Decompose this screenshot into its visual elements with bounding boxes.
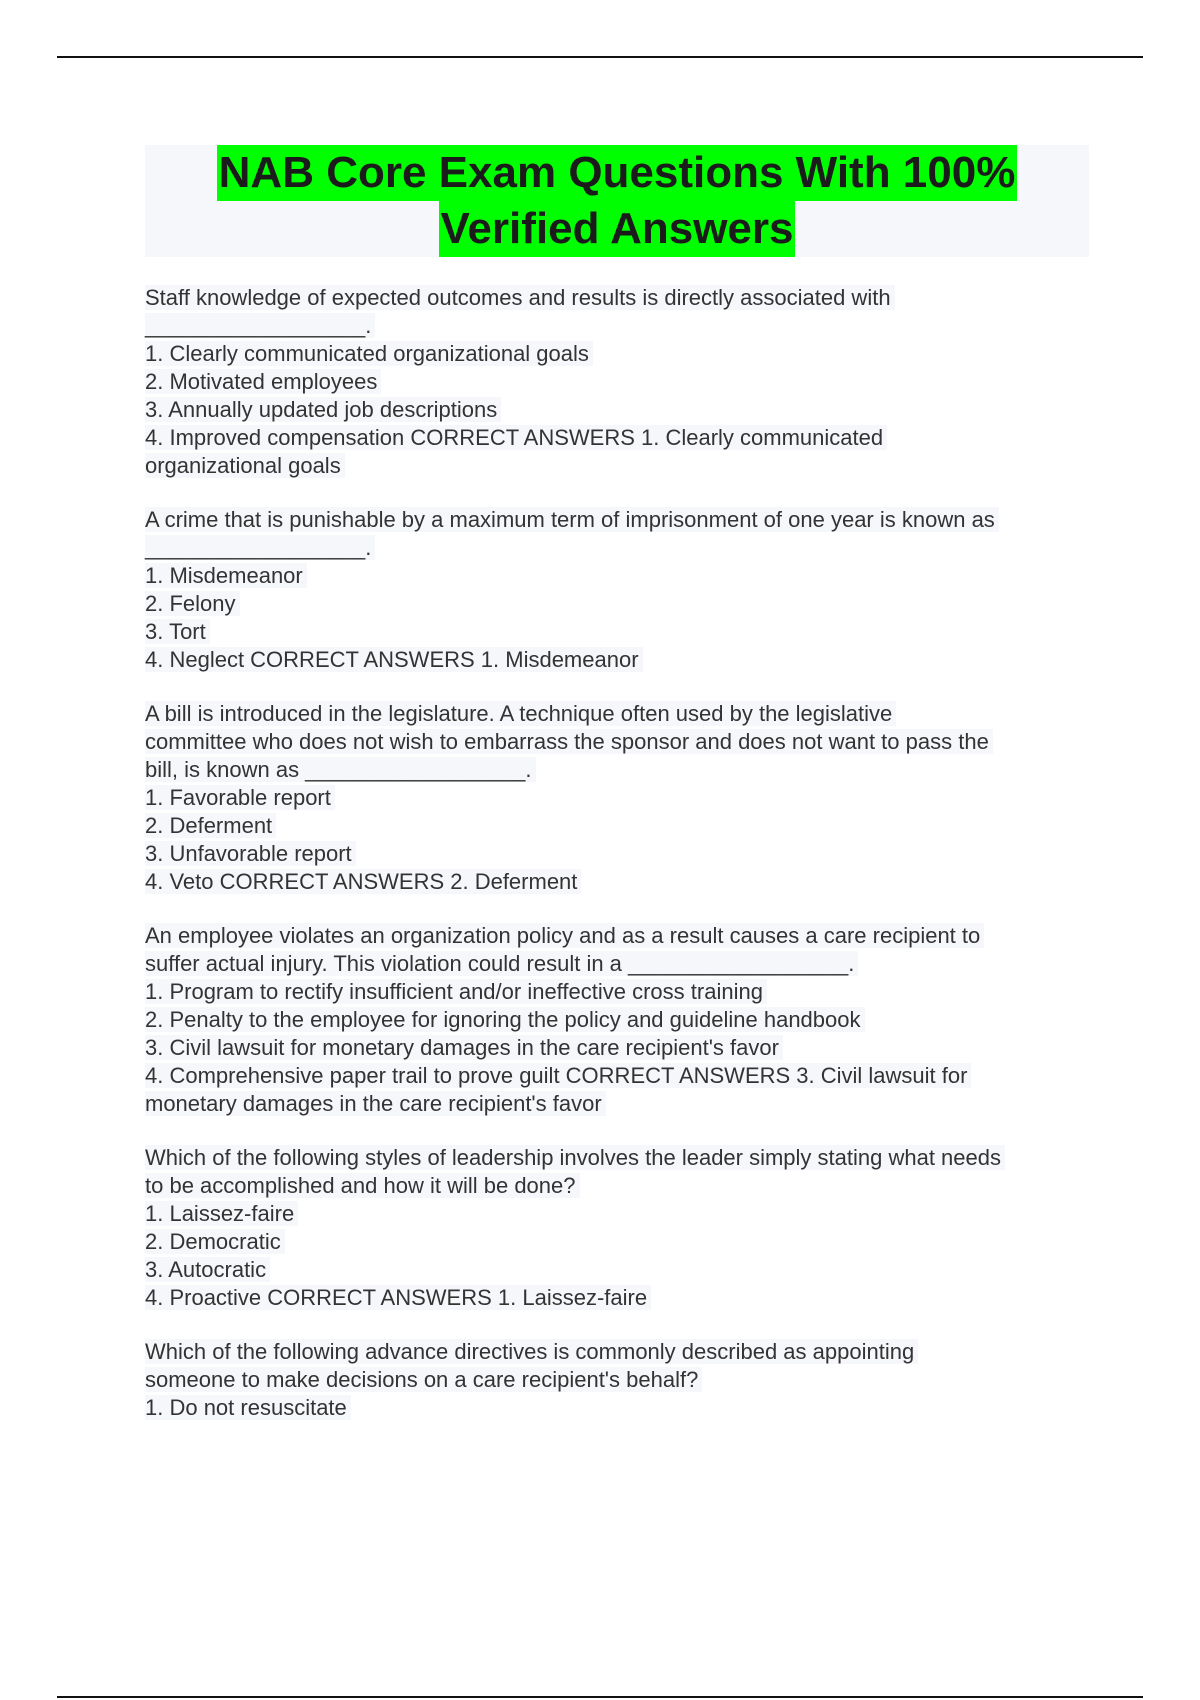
question-line: 3. Annually updated job descriptions xyxy=(145,397,501,422)
question-line: 3. Civil lawsuit for monetary damages in the care recipient's favor xyxy=(145,1035,783,1060)
question-line-row xyxy=(145,756,1095,784)
question-line: 1. Program to rectify insufficient and/or ineffective cross training xyxy=(145,979,767,1004)
question-line-row xyxy=(145,284,1095,312)
question-block xyxy=(145,700,1095,896)
question-line-row xyxy=(145,784,1095,812)
question-line: 2. Penalty to the employee for ignoring the policy and guideline handbook xyxy=(145,1007,865,1032)
question-line-row xyxy=(145,1338,1095,1366)
question-line-row xyxy=(145,978,1095,1006)
question-line: 4. Proactive CORRECT ANSWERS 1. Laissez-faire xyxy=(145,1285,651,1310)
question-line-row xyxy=(145,506,1095,534)
question-line: someone to make decisions on a care recipient's behalf? xyxy=(145,1367,702,1392)
question-line: 2. Felony xyxy=(145,591,240,616)
question-line: 4. Improved compensation CORRECT ANSWERS 1. Clearly communicated xyxy=(145,425,887,450)
question-line-row xyxy=(145,1228,1095,1256)
question-line: 1. Favorable report xyxy=(145,785,335,810)
question-line: committee who does not wish to embarrass the sponsor and does not want to pass the xyxy=(145,729,993,754)
bottom-rule xyxy=(57,1696,1143,1698)
question-line: 1. Misdemeanor xyxy=(145,563,307,588)
question-line: 1. Do not resuscitate xyxy=(145,1395,351,1420)
question-line: 3. Unfavorable report xyxy=(145,841,356,866)
question-line: 2. Motivated employees xyxy=(145,369,381,394)
question-line-row xyxy=(145,812,1095,840)
question-line-row xyxy=(145,424,1095,452)
question-line: __________________. xyxy=(145,313,375,338)
question-line-row xyxy=(145,700,1095,728)
question-line-row xyxy=(145,618,1095,646)
question-line: 3. Tort xyxy=(145,619,210,644)
document-title xyxy=(145,145,1089,257)
question-line-row xyxy=(145,312,1095,340)
question-line: to be accomplished and how it will be done? xyxy=(145,1173,580,1198)
question-line-row xyxy=(145,840,1095,868)
title-line-1: NAB Core Exam Questions With 100% xyxy=(217,145,1018,201)
question-line: bill, is known as __________________. xyxy=(145,757,536,782)
question-line-row xyxy=(145,1006,1095,1034)
question-line-row xyxy=(145,562,1095,590)
question-line: monetary damages in the care recipient's favor xyxy=(145,1091,606,1116)
question-line-row xyxy=(145,922,1095,950)
question-line-row xyxy=(145,1090,1095,1118)
question-line-row xyxy=(145,646,1095,674)
question-line-row xyxy=(145,1200,1095,1228)
question-block xyxy=(145,284,1095,480)
question-line-row xyxy=(145,1256,1095,1284)
question-line: Which of the following styles of leadership involves the leader simply stating what needs xyxy=(145,1145,1005,1170)
question-line-row xyxy=(145,1366,1095,1394)
question-line: 4. Veto CORRECT ANSWERS 2. Deferment xyxy=(145,869,581,894)
question-line-row xyxy=(145,1394,1095,1422)
question-line: 3. Autocratic xyxy=(145,1257,270,1282)
question-line: organizational goals xyxy=(145,453,345,478)
question-line-row xyxy=(145,534,1095,562)
question-line: Staff knowledge of expected outcomes and results is directly associated with xyxy=(145,285,895,310)
question-line-row xyxy=(145,950,1095,978)
question-line: 4. Comprehensive paper trail to prove guilt CORRECT ANSWERS 3. Civil lawsuit for xyxy=(145,1063,971,1088)
question-line: Which of the following advance directives is commonly described as appointing xyxy=(145,1339,918,1364)
question-line-row xyxy=(145,452,1095,480)
question-line: suffer actual injury. This violation could result in a __________________. xyxy=(145,951,858,976)
question-line-row xyxy=(145,340,1095,368)
question-line-row xyxy=(145,1144,1095,1172)
title-line-2: Verified Answers xyxy=(439,201,796,257)
question-line: A crime that is punishable by a maximum term of imprisonment of one year is known as xyxy=(145,507,999,532)
question-line: 2. Democratic xyxy=(145,1229,285,1254)
question-line: A bill is introduced in the legislature. A technique often used by the legislative xyxy=(145,701,896,726)
question-line-row xyxy=(145,1172,1095,1200)
top-rule xyxy=(57,56,1143,58)
question-line-row xyxy=(145,728,1095,756)
question-line-row xyxy=(145,368,1095,396)
question-line-row xyxy=(145,868,1095,896)
question-line: 2. Deferment xyxy=(145,813,276,838)
question-line: __________________. xyxy=(145,535,375,560)
question-list xyxy=(145,284,1095,1448)
question-line: 1. Clearly communicated organizational goals xyxy=(145,341,593,366)
question-block xyxy=(145,922,1095,1118)
question-line: An employee violates an organization policy and as a result causes a care recipient to xyxy=(145,923,984,948)
question-line-row xyxy=(145,396,1095,424)
question-line: 1. Laissez-faire xyxy=(145,1201,298,1226)
question-block xyxy=(145,1144,1095,1312)
question-line-row xyxy=(145,1062,1095,1090)
question-line-row xyxy=(145,1284,1095,1312)
question-line-row xyxy=(145,1034,1095,1062)
question-block xyxy=(145,1338,1095,1422)
question-block xyxy=(145,506,1095,674)
question-line-row xyxy=(145,590,1095,618)
question-line: 4. Neglect CORRECT ANSWERS 1. Misdemeanor xyxy=(145,647,643,672)
